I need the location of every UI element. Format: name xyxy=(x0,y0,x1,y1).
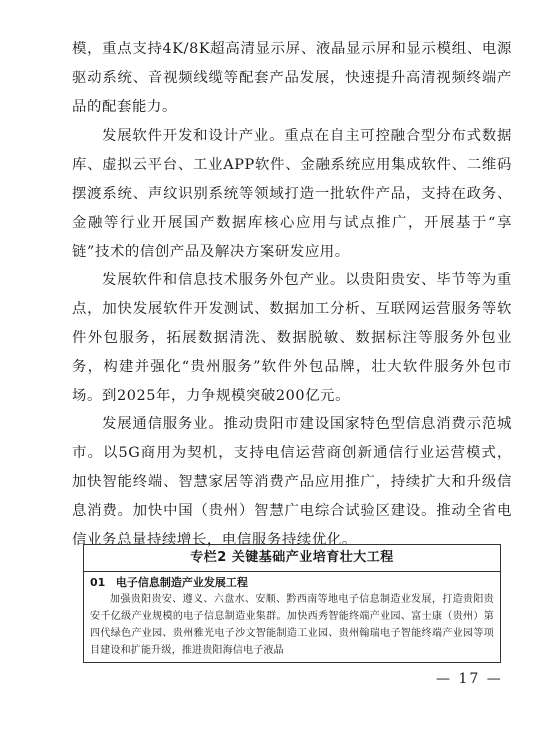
column-box xyxy=(83,544,501,663)
column-item-title: 电子信息制造产业发展工程 xyxy=(115,576,248,589)
column-item-number: 01 xyxy=(90,576,106,589)
page-number: — 17 — xyxy=(436,671,503,687)
paragraph-display-supporting: 模，重点支持4K/8K超高清显示屏、液晶显示屏和显示模组、电源驱动系统、音视频线缆等配套产品发展，快速提升高清视频终端产品的配套能力。 xyxy=(72,41,512,115)
paragraph-it-outsourcing: 发展软件和信息技术服务外包产业。以贵阳贵安、毕节等为重点，加快发展软件开发测试、数据加工分析、互联网运营服务等软件外包服务，拓展数据清洗、数据脱敏、数据标注等服务外包业务，构建并强化“贵州服务”软件外包品牌，壮大软件服务外包市场。到2025年，力争规模突破200亿元。 xyxy=(72,272,512,404)
paragraph-software-development: 发展软件开发和设计产业。重点在自主可控融合型分布式数据库、虚拟云平台、工业APP软件、金融系统应用集成软件、二维码摆渡系统、声纹识别系统等领域打造一批软件产品，支持在政务、金融等行业开展国产数据库核心应用与试点推广，开展基于“享链”技术的信创产品及解决方案研发应用。 xyxy=(72,128,512,260)
column-box-title: 专栏2 关键基础产业培育壮大工程 xyxy=(84,545,500,572)
column-item-heading xyxy=(84,572,500,591)
column-item-body: 加强贵阳贵安、遵义、六盘水、安顺、黔西南等地电子信息制造业发展，打造贵阳贵安千亿级产业规模的电子信息制造业集群。加快西秀智能终端产业园、富士康（贵州）第四代绿色产业园、贵州雅光电子沙文智能制造工业园、贵州翰瑞电子智能终端产业园等项目建设和扩能升级，推进贵阳海信电子液晶 xyxy=(90,594,494,656)
paragraph-communication-services: 发展通信服务业。推动贵阳市建设国家特色型信息消费示范城市。以5G商用为契机，支持电信运营商创新通信行业运营模式，加快智能终端、智慧家居等消费产品应用推广，持续扩大和升级信息消费。加快中国（贵州）智慧广电综合试验区建设。推动全省电信业务总量持续增长，电信服务持续优化。 xyxy=(72,416,512,548)
